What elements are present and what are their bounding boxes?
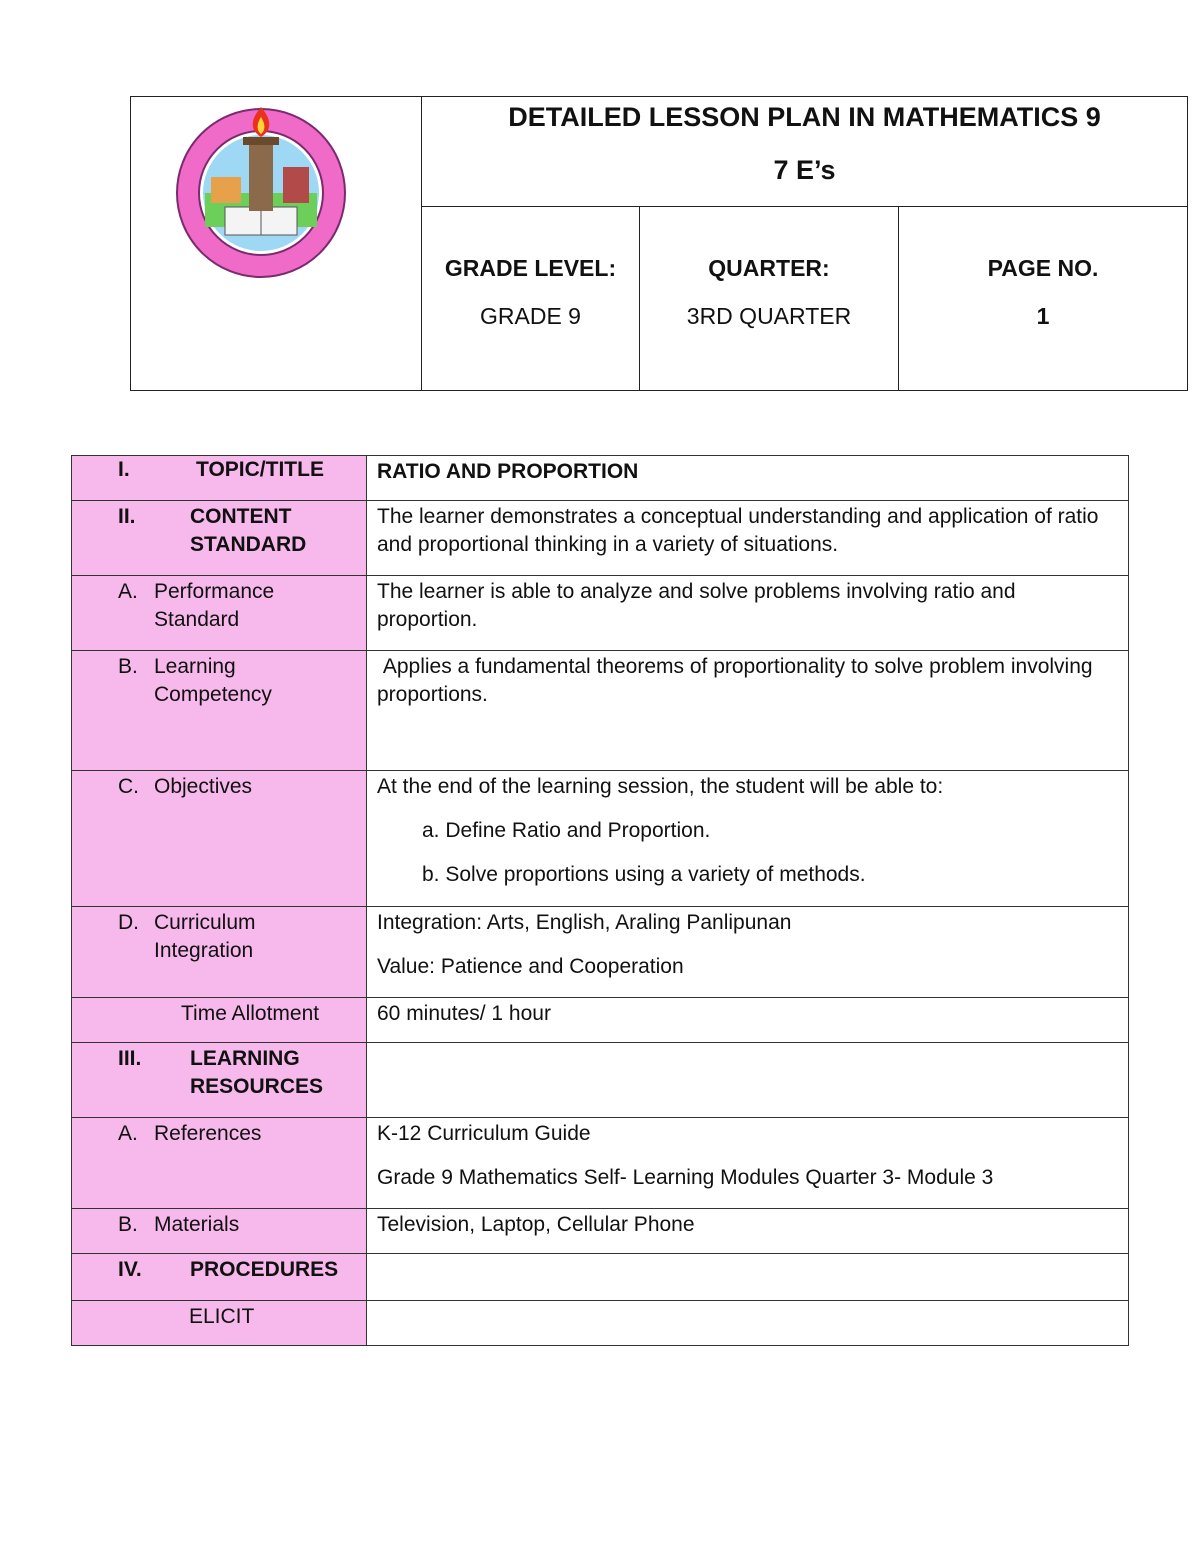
resources-label-1: LEARNING — [190, 1047, 300, 1070]
table-row — [72, 907, 1129, 998]
school-seal-logo — [171, 97, 351, 282]
content-standard-label-cell — [72, 501, 367, 576]
row-letter: A. — [118, 1122, 138, 1145]
table-row — [72, 1209, 1129, 1254]
document-subtitle: 7 E’s — [773, 155, 836, 185]
table-row — [72, 456, 1129, 501]
objectives-label: Objectives — [154, 775, 253, 798]
value-line: Value: Patience and Cooperation — [377, 955, 684, 978]
table-row — [72, 1118, 1129, 1209]
resources-label-cell — [72, 1043, 367, 1118]
content-standard-label-1: CONTENT — [190, 505, 292, 528]
quarter-cell — [640, 207, 899, 390]
performance-value — [367, 576, 1129, 651]
page-no-cell — [899, 207, 1187, 390]
row-letter: B. — [118, 1213, 138, 1236]
performance-text: The learner is able to analyze and solve problems involving ratio and proportion. — [377, 580, 1016, 631]
table-row — [72, 1254, 1129, 1301]
content-standard-label-2: STANDARD — [190, 533, 307, 556]
content-standard-value — [367, 501, 1129, 576]
integration-label: Curriculum Integration — [154, 911, 256, 962]
content-standard-text: The learner demonstrates a conceptual understanding and application of ratio and proportional thinking in a variety of situations. — [377, 505, 1099, 556]
topic-label-cell — [72, 456, 367, 501]
reference-item: K-12 Curriculum Guide — [377, 1122, 591, 1145]
time-label: Time Allotment — [181, 1002, 320, 1025]
reference-item: Grade 9 Mathematics Self- Learning Modules Quarter 3- Module 3 — [377, 1166, 994, 1189]
competency-value — [367, 651, 1129, 771]
row-letter: C. — [118, 775, 139, 798]
performance-label: Performance Standard — [154, 580, 275, 631]
quarter-label: QUARTER: — [708, 255, 830, 281]
references-label: References — [154, 1122, 262, 1145]
row-number: III. — [118, 1047, 142, 1070]
page-no-label: PAGE NO. — [987, 255, 1099, 281]
objectives-value — [367, 771, 1129, 907]
lesson-plan-table — [71, 455, 1129, 1346]
competency-label: Learning Competency — [154, 655, 272, 706]
content-standard-label — [190, 503, 306, 559]
integration-value — [367, 907, 1129, 998]
procedures-value — [367, 1254, 1129, 1301]
objectives-intro: At the end of the learning session, the student will be able to: — [377, 775, 944, 798]
integration-line: Integration: Arts, English, Araling Panlipunan — [377, 911, 792, 934]
time-value: 60 minutes/ 1 hour — [367, 998, 1129, 1043]
competency-text: Applies a fundamental theorems of proportionality to solve problem involving proportions. — [377, 655, 1099, 706]
table-row — [72, 576, 1129, 651]
row-number: IV. — [118, 1258, 142, 1281]
grade-level-cell — [422, 207, 640, 390]
references-label-cell — [72, 1118, 367, 1209]
row-letter: B. — [118, 655, 138, 678]
materials-label-cell — [72, 1209, 367, 1254]
procedures-label: PROCEDURES — [190, 1258, 339, 1281]
elicit-value — [367, 1301, 1129, 1346]
procedures-label-cell — [72, 1254, 367, 1301]
elicit-label: ELICIT — [189, 1305, 255, 1328]
row-number: I. — [118, 458, 130, 481]
materials-value: Television, Laptop, Cellular Phone — [367, 1209, 1129, 1254]
materials-label: Materials — [154, 1213, 240, 1236]
resources-label — [190, 1045, 323, 1101]
grade-level-value: GRADE 9 — [480, 303, 581, 329]
row-letter: A. — [118, 580, 138, 603]
table-row — [72, 1301, 1129, 1346]
table-row — [72, 501, 1129, 576]
quarter-value: 3RD QUARTER — [686, 303, 852, 329]
title-cell — [422, 97, 1187, 207]
objective-item: b. Solve proportions using a variety of methods. — [422, 863, 866, 886]
objective-item: a. Define Ratio and Proportion. — [422, 819, 711, 842]
resources-label-2: RESOURCES — [190, 1075, 324, 1098]
references-value — [367, 1118, 1129, 1209]
row-number: II. — [118, 505, 136, 528]
table-row — [72, 998, 1129, 1043]
logo-cell — [131, 97, 422, 390]
topic-value: RATIO AND PROPORTION — [367, 456, 1129, 501]
table-row — [72, 1043, 1129, 1118]
performance-label-cell — [72, 576, 367, 651]
grade-level-label: GRADE LEVEL: — [444, 255, 617, 281]
table-row — [72, 651, 1129, 771]
header-table — [130, 96, 1188, 391]
document-title: DETAILED LESSON PLAN IN MATHEMATICS 9 — [508, 102, 1101, 132]
elicit-label-cell — [72, 1301, 367, 1346]
integration-label-cell — [72, 907, 367, 998]
objectives-label-cell — [72, 771, 367, 907]
topic-label: TOPIC/TITLE — [196, 458, 324, 481]
resources-value — [367, 1043, 1129, 1118]
page-no-value: 1 — [1036, 303, 1050, 329]
table-row — [72, 771, 1129, 907]
row-letter: D. — [118, 911, 139, 934]
competency-label-cell — [72, 651, 367, 771]
time-label-cell — [72, 998, 367, 1043]
